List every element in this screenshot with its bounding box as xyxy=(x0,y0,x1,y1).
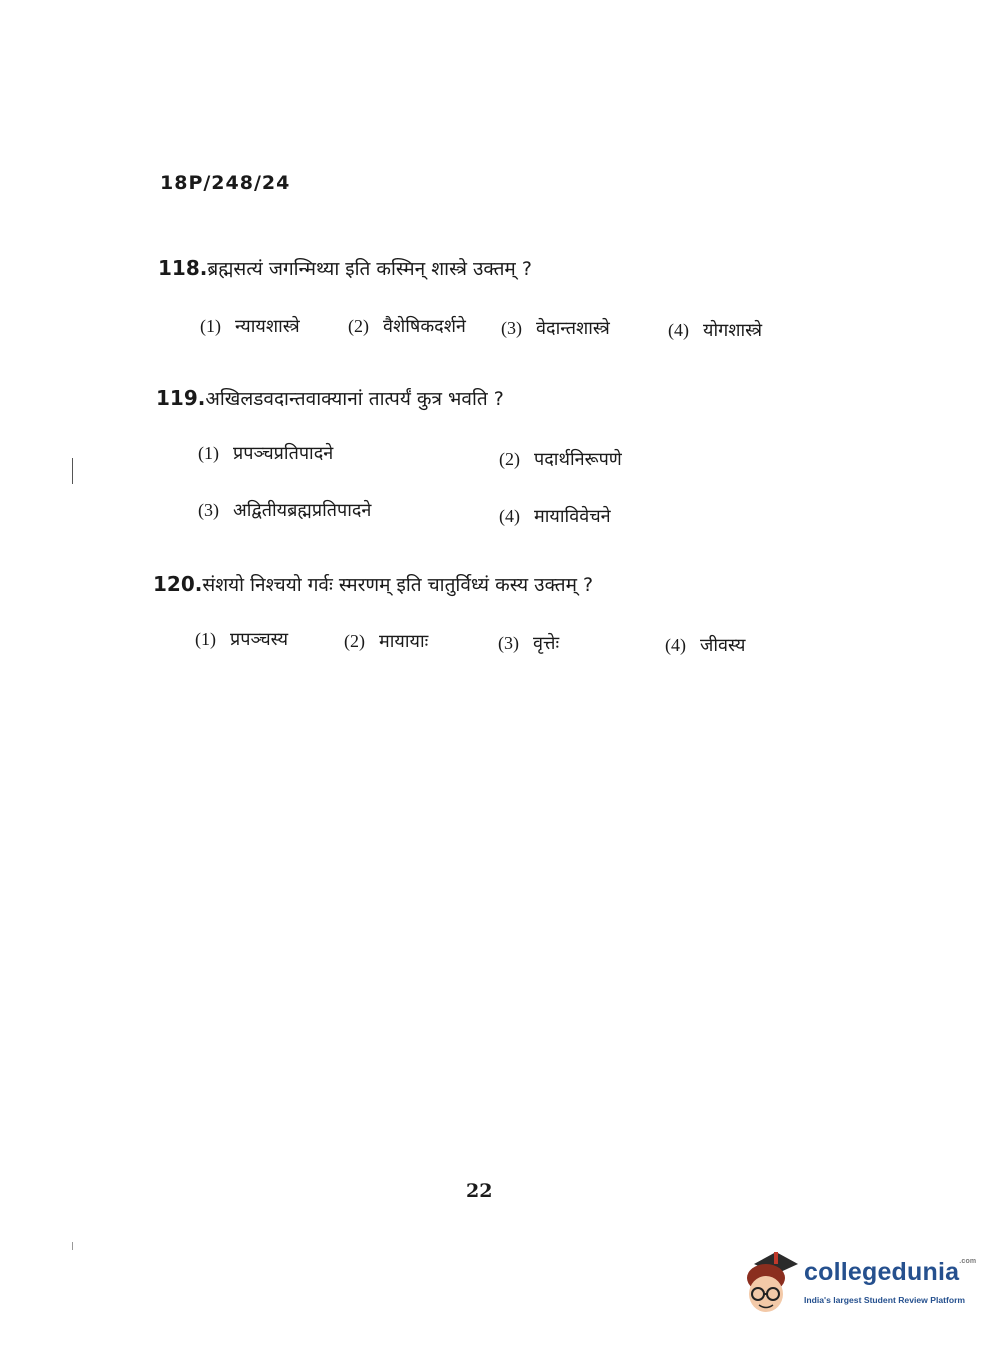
option-text: मायायाः xyxy=(379,631,429,652)
scan-mark xyxy=(72,1242,73,1250)
option-text: प्रपञ्चस्य xyxy=(230,629,289,650)
option-118-3 xyxy=(501,316,610,340)
option-119-3 xyxy=(198,498,371,522)
option-text: पदार्थनिरूपणे xyxy=(534,449,622,470)
question-text: ब्रह्मसत्यं जगन्मिथ्या इति कस्मिन् शास्त्रे उक्तम् ? xyxy=(207,258,532,280)
brand-tagline: India's largest Student Review Platform xyxy=(804,1295,966,1305)
option-text: वैशेषिकदर्शने xyxy=(383,316,466,337)
question-120 xyxy=(153,571,593,597)
option-text: योगशास्त्रे xyxy=(703,320,763,341)
brand-suffix: .com xyxy=(959,1258,977,1265)
option-number: (4) xyxy=(665,635,686,655)
option-120-1 xyxy=(195,627,288,651)
brand-name: collegedunia$^{.com}$ xyxy=(804,1258,977,1286)
option-text: अद्वितीयब्रह्मप्रतिपादने xyxy=(233,500,372,521)
option-number: (2) xyxy=(344,631,365,651)
question-118 xyxy=(158,255,532,281)
option-number: (1) xyxy=(200,316,221,336)
option-119-4 xyxy=(499,504,611,528)
collegedunia-logo xyxy=(742,1248,977,1320)
option-119-1 xyxy=(198,441,333,465)
option-text: जीवस्य xyxy=(700,635,746,656)
option-number: (4) xyxy=(499,506,520,526)
option-number: (2) xyxy=(348,316,369,336)
page-number: 22 xyxy=(466,1180,493,1202)
scan-mark xyxy=(72,458,73,484)
option-120-2 xyxy=(344,629,428,653)
paper-code: 18P/248/24 xyxy=(160,172,291,194)
option-text: वृत्तेः xyxy=(533,633,560,654)
question-number: 118. xyxy=(158,256,208,280)
option-number: (2) xyxy=(499,449,520,469)
option-number: (3) xyxy=(498,633,519,653)
option-number: (3) xyxy=(501,318,522,338)
option-119-2 xyxy=(499,447,622,471)
option-number: (1) xyxy=(195,629,216,649)
option-text: प्रपञ्चप्रतिपादने xyxy=(233,443,334,464)
option-text: मायाविवेचने xyxy=(534,506,611,527)
question-number: 119. xyxy=(156,386,206,410)
option-120-3 xyxy=(498,631,559,655)
question-text: अखिलडवदान्तवाक्यानां तात्पर्यं कुत्र भवति ? xyxy=(205,388,504,410)
option-118-1 xyxy=(200,314,300,338)
option-120-4 xyxy=(665,633,745,657)
option-118-2 xyxy=(348,314,466,338)
question-number: 120. xyxy=(153,572,203,596)
question-119 xyxy=(156,385,504,411)
option-118-4 xyxy=(668,318,762,342)
option-number: (3) xyxy=(198,500,219,520)
option-number: (4) xyxy=(668,320,689,340)
mascot-icon xyxy=(742,1248,802,1320)
question-text: संशयो निश्चयो गर्वः स्मरणम् इति चातुर्विध्यं कस्य उक्तम् ? xyxy=(202,574,594,596)
option-number: (1) xyxy=(198,443,219,463)
option-text: न्यायशास्त्रे xyxy=(235,316,300,337)
option-text: वेदान्तशास्त्रे xyxy=(536,318,610,339)
